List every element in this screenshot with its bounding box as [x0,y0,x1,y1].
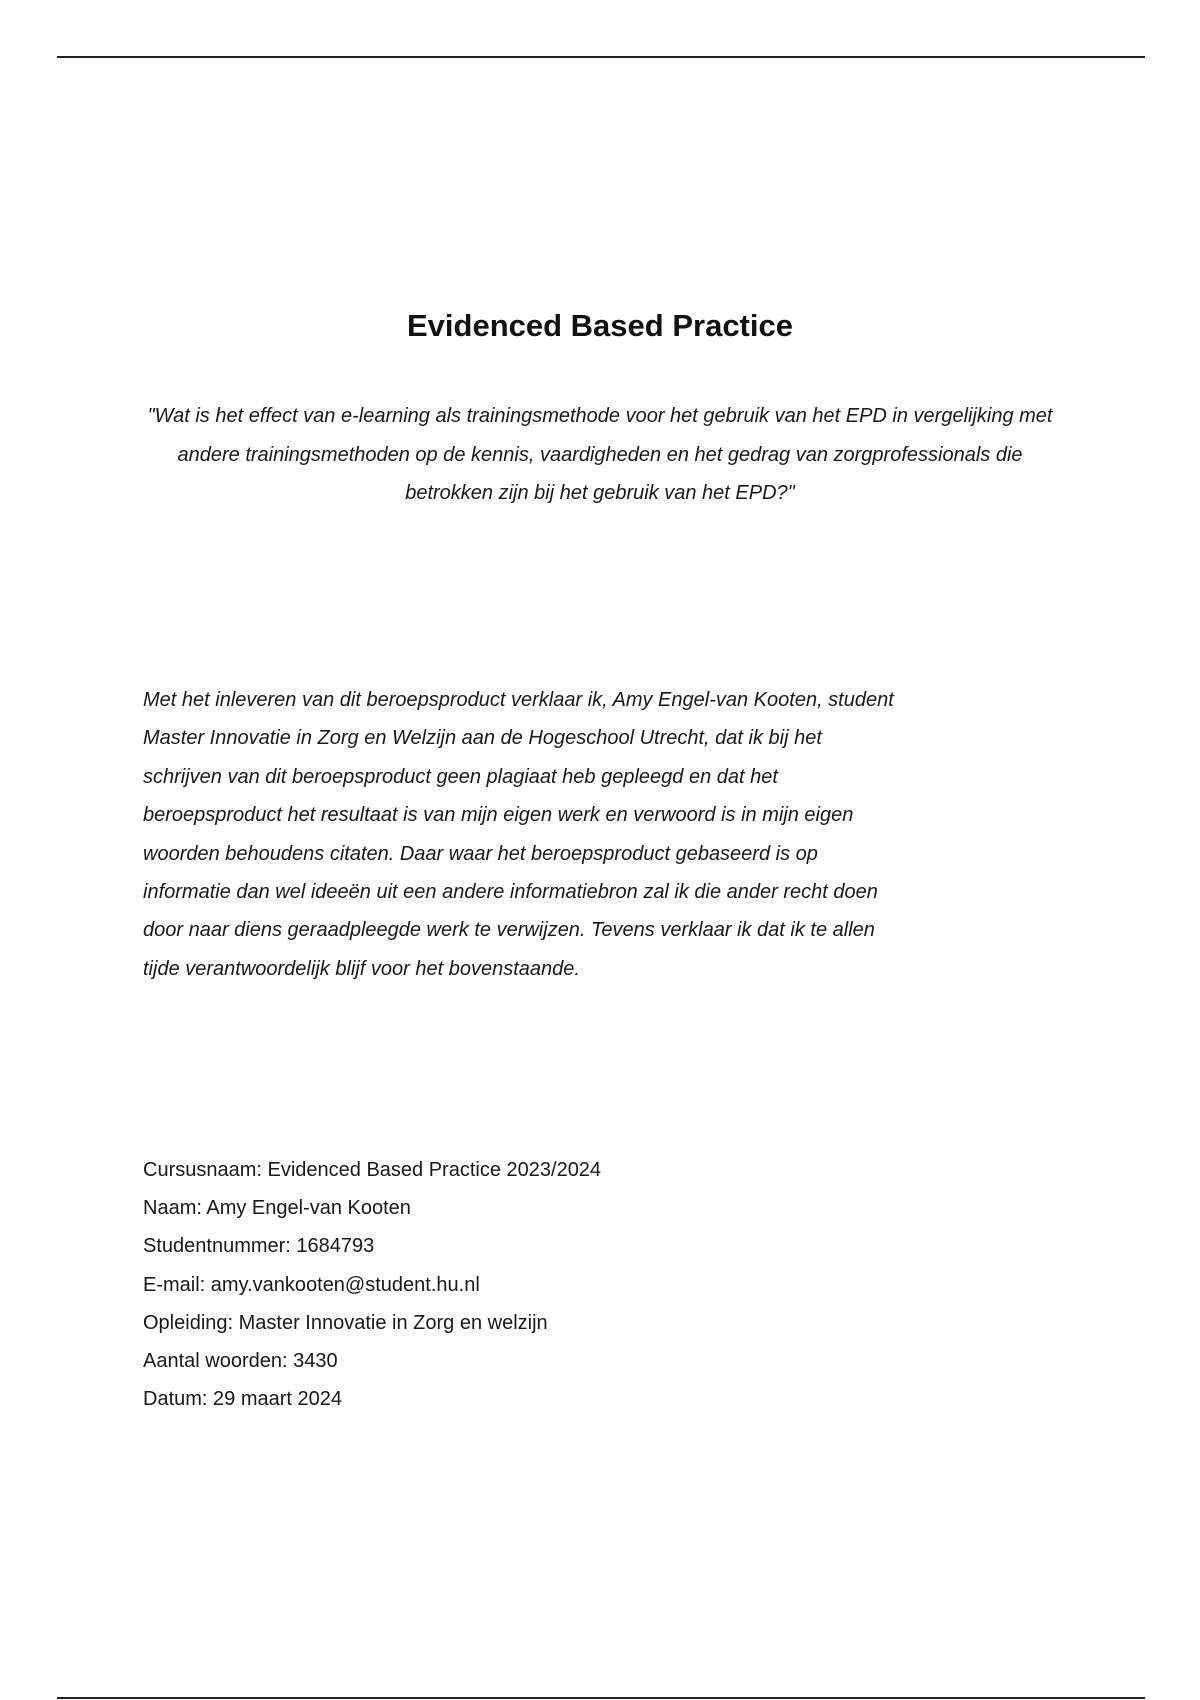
bottom-rule [57,1697,1145,1699]
detail-email: E-mail: amy.vankooten@student.hu.nl [143,1273,480,1296]
detail-name: Naam: Amy Engel-van Kooten [143,1197,411,1220]
declaration-line: tijde verantwoordelijk blijf voor het bovenstaande. [143,957,580,980]
top-rule [57,56,1145,58]
declaration-line: door naar diens geraadpleegde werk te verwijzen. Tevens verklaar ik dat ik te allen [143,919,875,942]
declaration-line: Master Innovatie in Zorg en Welzijn aan de Hogeschool Utrecht, dat ik bij het [143,727,822,750]
declaration-line: beroepsproduct het resultaat is van mijn eigen werk en verwoord is in mijn eigen [143,804,854,827]
declaration-line: Met het inleveren van dit beroepsproduct verklaar ik, Amy Engel-van Kooten, student [143,689,894,711]
detail-program: Opleiding: Master Innovatie in Zorg en welzijn [143,1311,548,1334]
detail-student-number: Studentnummer: 1684793 [143,1235,375,1258]
detail-word-count: Aantal woorden: 3430 [143,1350,338,1373]
document-title: Evidenced Based Practice [407,308,793,343]
detail-course-name: Cursusnaam: Evidenced Based Practice 2023/2024 [143,1159,602,1181]
declaration-line: informatie dan wel ideeën uit een andere informatiebron zal ik die ander recht doen [143,881,878,904]
plagiarism-declaration [143,681,1003,988]
student-details [143,1151,1043,1418]
detail-date: Datum: 29 maart 2024 [143,1388,342,1411]
declaration-line: schrijven van dit beroepsproduct geen plagiaat heb gepleegd en dat het [143,765,778,788]
declaration-line: woorden behoudens citaten. Daar waar het beroepsproduct gebaseerd is op [143,842,818,865]
research-question: "Wat is het effect van e-learning als trainingsmethode voor het gebruik van het EPD in vergelijking met andere trainingsmethoden op de kennis, vaardigheden en het gedrag van zorgprofessionals die betrokken zijn bij het gebruik van het EPD?" [147,405,1053,504]
